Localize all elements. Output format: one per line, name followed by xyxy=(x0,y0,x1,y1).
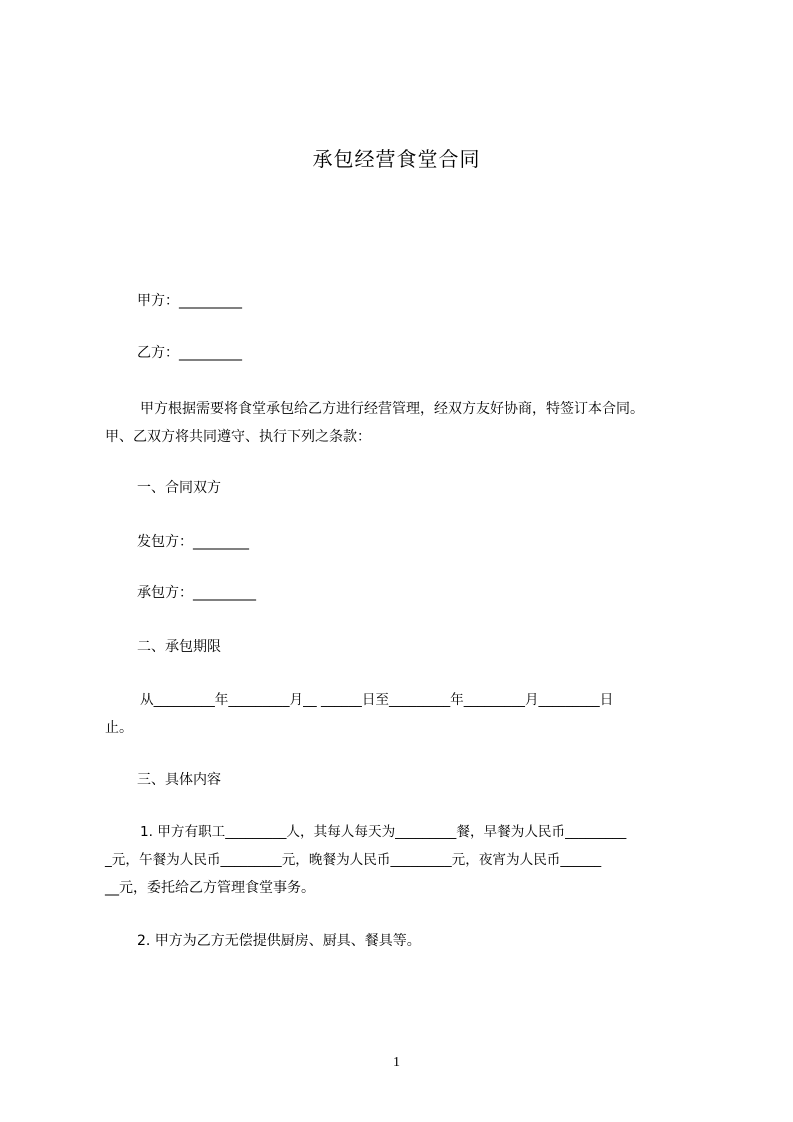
intro-paragraph xyxy=(105,395,708,451)
item-1-line-1: 1. 甲方有职工_________人，其每人每天为_________餐，早餐为人民币_________ xyxy=(140,824,627,840)
section-2-heading: 二、承包期限 xyxy=(137,639,221,655)
term-paragraph xyxy=(105,686,708,742)
party-b-line: 乙方：_________ xyxy=(137,345,242,361)
party-a-line: 甲方：_________ xyxy=(137,293,242,309)
term-line-1: 从_________年_________月__ ______日至_________年_________月_________日 xyxy=(140,692,614,708)
item-2-line: 2. 甲方为乙方无偿提供厨房、厨具、餐具等。 xyxy=(137,933,421,949)
document-title: 承包经营食堂合同 xyxy=(312,147,481,171)
item-1-line-3: __元，委托给乙方管理食堂事务。 xyxy=(105,880,315,896)
item-1-line-2: _元，午餐为人民币_________元，晚餐为人民币_________元，夜宵为人民币______ xyxy=(105,852,602,868)
intro-line-1: 甲方根据需要将食堂承包给乙方进行经营管理，经双方友好协商，特签订本合同。 xyxy=(140,401,644,417)
item-1-paragraph xyxy=(105,818,708,902)
intro-line-2: 甲、乙双方将共同遵守、执行下列之条款： xyxy=(105,429,371,445)
term-line-2: 止。 xyxy=(105,720,133,736)
contractor-line: 发包方：________ xyxy=(137,534,249,550)
subcontractor-line: 承包方：_________ xyxy=(137,585,256,601)
section-3-heading: 三、具体内容 xyxy=(137,772,221,788)
section-1-heading: 一、合同双方 xyxy=(137,480,221,496)
page-number: 1 xyxy=(393,1055,400,1070)
